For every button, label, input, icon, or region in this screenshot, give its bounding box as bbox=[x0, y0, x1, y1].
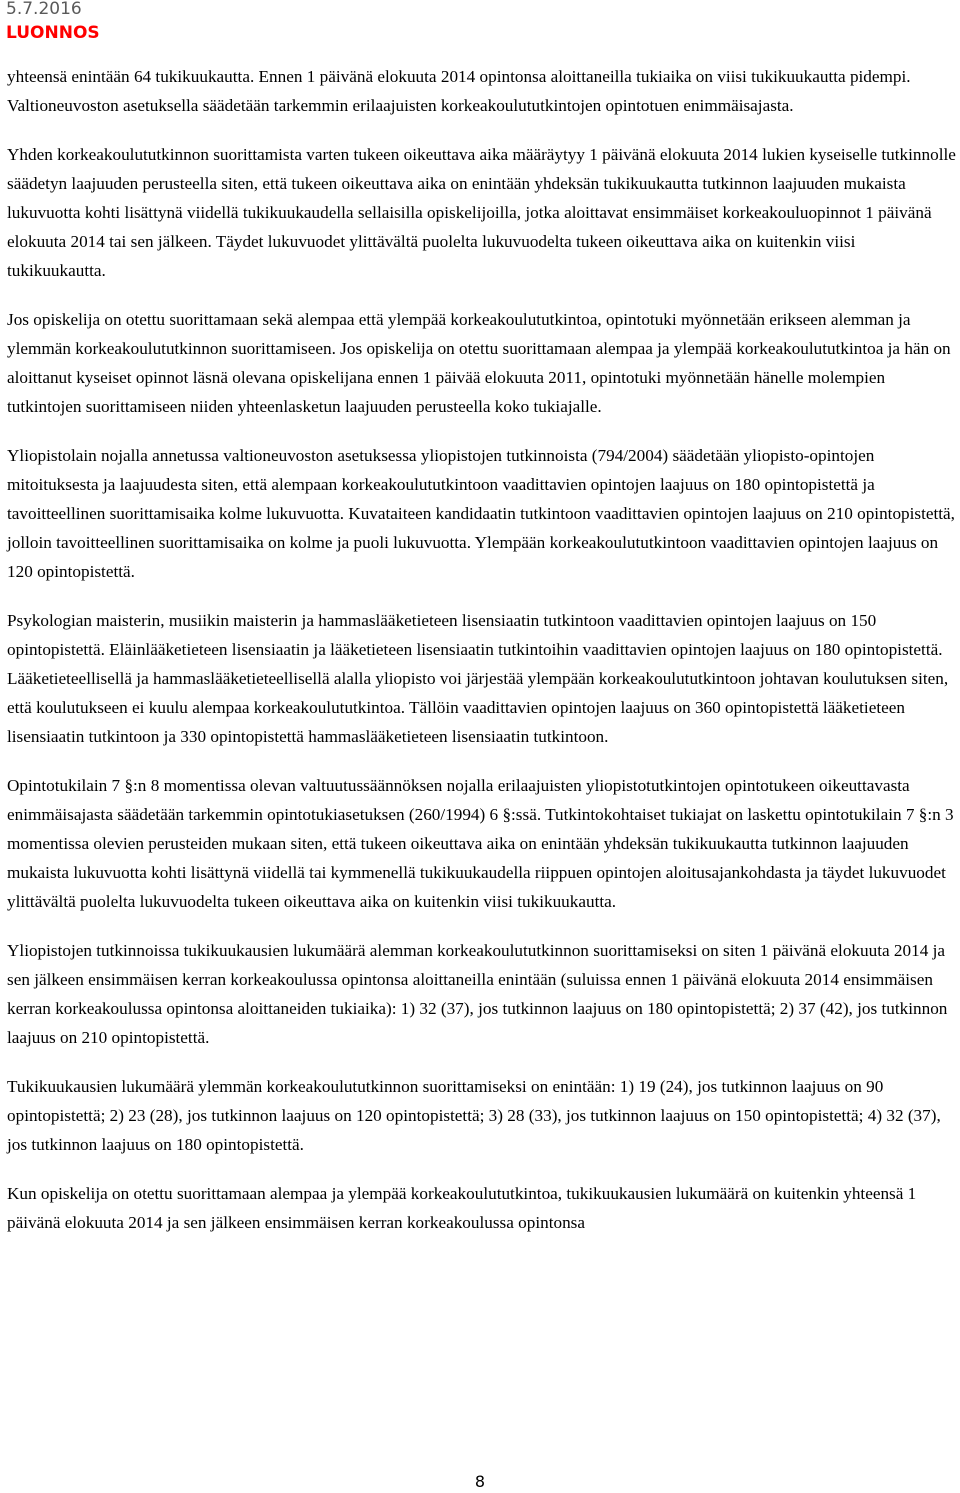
paragraph-5: Psykologian maisterin, musiikin maisterin ja hammaslääketieteen lisensiaatin tutkintoon vaadittavien opintojen laajuus on 150 opintopistettä. Eläinlääketieteen lisensiaatin ja lääketieteen lisensiaatin tutkintoihin vaadittavien opintojen laajuus on 180 opintopistettä. Lääketieteellisellä ja hammaslääketieteellisellä alalla yliopisto voi järjestää ylempään korkeakoulututkintoon johtavan koulutuksen siten, että koulutukseen ei kuulu alempaa korkeakoulututkintoa. Tällöin vaadittavien opintojen laajuus on 360 opintopistettä lääketieteen lisensiaatin tutkintoon ja 330 opintopistettä hammaslääketieteen lisensiaatin tutkintoon. bbox=[7, 611, 949, 746]
paragraph-6: Opintotukilain 7 §:n 8 momentissa olevan valtuutussäännöksen nojalla erilaajuisten yliopistotutkintojen opintotukeen oikeuttavasta enimmäisajasta säädetään tarkemmin opintotukiasetuksen (260/1994) 6 §:ssä. Tutkintokohtaiset tukiajat on laskettu opintotukilain 7 §:n 3 momentissa olevien perusteiden mukaan siten, että tukeen oikeuttava aika on enintään yhdeksän tukikuukautta tutkinnon laajuuden mukaista lukuvuotta kohti lisättynä viidellä tai kymmenellä tukikuukaudella riippuen opintojen aloitusajankohdasta ja täydet lukuvuodet ylittävältä puolelta lukuvuodelta tukeen oikeuttava aika on kuitenkin viisi tukikuukautta. bbox=[7, 776, 954, 911]
paragraph-3: Jos opiskelija on otettu suorittamaan sekä alempaa että ylempää korkeakoulututkintoa, opintotuki myönnetään erikseen alemman ja ylemmän korkeakoulututkinnon suorittamiseen. Jos opiskelija on otettu suorittamaan alempaa ja ylempää korkeakoulututkintoa ja hän on aloittanut kyseiset opinnot läsnä olevana opiskelijana ennen 1 päivää elokuuta 2011, opintotuki myönnetään hänelle molempien tutkintojen suorittamiseen niiden yhteenlasketun laajuuden perusteella koko tukiajalle. bbox=[7, 310, 951, 416]
document-date: 5.7.2016 bbox=[6, 0, 82, 19]
paragraph-4: Yliopistolain nojalla annetussa valtioneuvoston asetuksessa yliopistojen tutkinnoista (794/2004) säädetään yliopisto-opintojen mitoituksesta ja laajuudesta siten, että alempaan korkeakoulututkintoon vaadittavien opintojen laajuus on 180 opintopistettä ja tavoitteellinen suorittamisaika kolme lukuvuotta. Kuvataiteen kandidaatin tutkintoon vaadittavien opintojen laajuus on 210 opintopistettä, jolloin tavoitteellinen suorittamisaika on kolme ja puoli lukuvuotta. Ylempään korkeakoulututkintoon vaadittavien opintojen laajuus on 120 opintopistettä. bbox=[7, 446, 955, 581]
paragraph-8: Tukikuukausien lukumäärä ylemmän korkeakoulututkinnon suorittamiseksi on enintään: 1) 19 (24), jos tutkinnon laajuus on 90 opintopistettä; 2) 23 (28), jos tutkinnon laajuus on 120 opintopistettä; 3) 28 (33), jos tutkinnon laajuus on 150 opintopistettä; 4) 32 (37), jos tutkinnon laajuus on 180 opintopistettä. bbox=[7, 1077, 941, 1154]
paragraph-1: yhteensä enintään 64 tukikuukautta. Ennen 1 päivänä elokuuta 2014 opintonsa aloittaneilla tukiaika on viisi tukikuukautta pidempi. Valtioneuvoston asetuksella säädetään tarkemmin erilaajuisten korkeakoulututkintojen opintotuen enimmäisajasta. bbox=[7, 67, 911, 115]
paragraph-2: Yhden korkeakoulututkinnon suorittamista varten tukeen oikeuttava aika määräytyy 1 päivänä elokuuta 2014 lukien kyseiselle tutkinnolle säädetyn laajuuden perusteella siten, että tukeen oikeuttava aika on enintään yhdeksän tukikuukautta tutkinnon laajuuden mukaista lukuvuotta kohti lisättynä viidellä tukikuukaudella sellaisilla opiskelijoilla, jotka aloittavat ensimmäiset korkeakouluopinnot 1 päivänä elokuuta 2014 tai sen jälkeen. Täydet lukuvuodet ylittävältä puolelta lukuvuodelta tukeen oikeuttava aika on kuitenkin viisi tukikuukautta. bbox=[7, 145, 956, 280]
document-body bbox=[7, 62, 957, 1257]
draft-status-label: LUONNOS bbox=[6, 23, 100, 43]
paragraph-7: Yliopistojen tutkinnoissa tukikuukausien lukumäärä alemman korkeakoulututkinnon suorittamiseksi on siten 1 päivänä elokuuta 2014 ja sen jälkeen ensimmäisen kerran korkeakoulussa opintonsa aloittaneilla enintään (suluissa ennen 1 päivänä elokuuta 2014 ensimmäisen kerran korkeakoulussa opintonsa aloittaneiden tukiaika): 1) 32 (37), jos tutkinnon laajuus on 180 opintopistettä; 2) 37 (42), jos tutkinnon laajuus on 210 opintopistettä. bbox=[7, 941, 948, 1047]
page-number: 8 bbox=[474, 1472, 486, 1491]
paragraph-9: Kun opiskelija on otettu suorittamaan alempaa ja ylempää korkeakoulututkintoa, tukikuukausien lukumäärä on kuitenkin yhteensä 1 päivänä elokuuta 2014 ja sen jälkeen ensimmäisen kerran korkeakoulussa opintonsa bbox=[7, 1184, 917, 1232]
document-header bbox=[6, 0, 100, 45]
